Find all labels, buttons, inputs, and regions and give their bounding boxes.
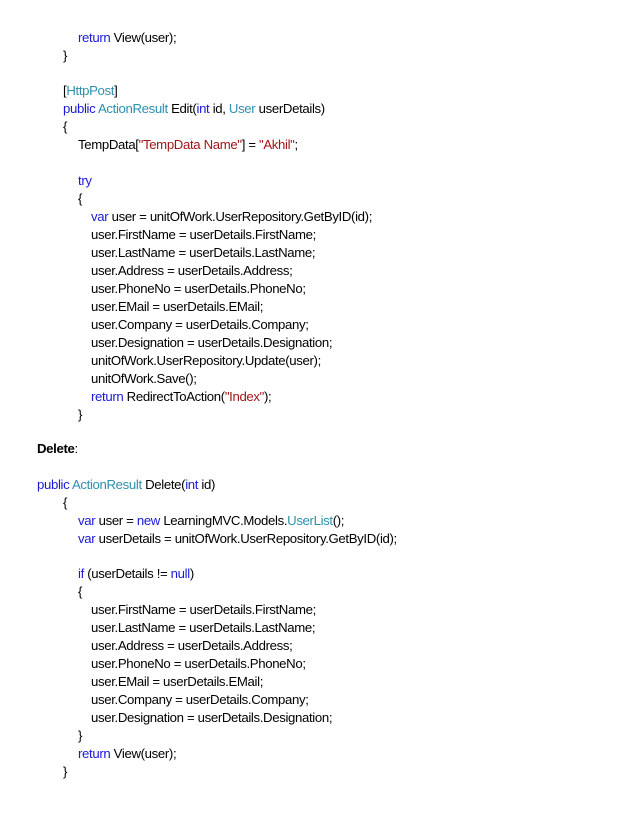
code-token: userDetails = unitOfWork.UserRepository.GetByID(id); <box>95 531 397 546</box>
code-token: public <box>63 101 96 116</box>
code-token: User <box>228 101 256 116</box>
code-token: HttpPost <box>66 83 115 98</box>
code-token: ; <box>294 137 298 152</box>
code-token: TempData[ <box>78 137 139 152</box>
code-token: int <box>185 477 199 492</box>
code-line <box>78 530 397 548</box>
code-line <box>63 763 67 781</box>
code-line <box>37 476 215 494</box>
code-line <box>91 691 309 709</box>
code-line <box>91 709 332 727</box>
code-token: try <box>78 173 92 188</box>
code-token: user.Designation = userDetails.Designation; <box>91 335 333 350</box>
code-token: Delete <box>37 441 75 456</box>
code-token: user = <box>95 513 137 528</box>
code-token: LearningMVC.Models. <box>160 513 288 528</box>
code-token: } <box>78 728 83 743</box>
code-line <box>78 29 176 47</box>
code-token: id, <box>209 101 229 116</box>
code-token: : <box>74 441 78 456</box>
code-token: Delete( <box>141 477 186 492</box>
code-token: var <box>78 513 96 528</box>
code-token: ); <box>264 389 272 404</box>
code-token: unitOfWork.UserRepository.Update(user); <box>91 353 321 368</box>
code-line <box>78 745 176 763</box>
code-token: Edit( <box>167 101 197 116</box>
code-line <box>91 637 292 655</box>
code-token: user.LastName = userDetails.LastName; <box>91 245 316 260</box>
code-token: user.FirstName = userDetails.FirstName; <box>91 602 316 617</box>
code-line <box>91 208 372 226</box>
code-token: View(user); <box>110 30 177 45</box>
code-token: ] = <box>241 137 259 152</box>
code-line <box>78 136 298 154</box>
code-line <box>78 727 82 745</box>
code-token: UserList <box>287 513 333 528</box>
code-line <box>63 82 117 100</box>
code-line <box>91 601 316 619</box>
code-line <box>91 262 292 280</box>
code-token: { <box>78 584 83 599</box>
code-line <box>91 352 321 370</box>
code-token: userDetails) <box>255 101 325 116</box>
code-line <box>91 388 271 406</box>
code-token: null <box>170 566 190 581</box>
code-token: user.EMail = userDetails.EMail; <box>91 299 264 314</box>
code-token: unitOfWork.Save(); <box>91 371 197 386</box>
code-token: RedirectToAction( <box>123 389 225 404</box>
code-token: id) <box>198 477 215 492</box>
code-token: } <box>63 48 68 63</box>
code-token: user.Company = userDetails.Company; <box>91 692 309 707</box>
code-line <box>91 655 306 673</box>
code-token: user.LastName = userDetails.LastName; <box>91 620 316 635</box>
code-token: var <box>78 531 96 546</box>
code-token: return <box>78 746 111 761</box>
code-line <box>91 244 315 262</box>
code-token: user.FirstName = userDetails.FirstName; <box>91 227 316 242</box>
code-line <box>91 370 197 388</box>
code-token: return <box>78 30 111 45</box>
code-token: ActionResult <box>97 101 168 116</box>
code-line <box>91 226 316 244</box>
code-line <box>78 190 82 208</box>
code-token: } <box>63 764 68 779</box>
code-line <box>91 316 309 334</box>
code-token: (); <box>332 513 345 528</box>
code-token: user.Address = userDetails.Address; <box>91 638 293 653</box>
code-token: "Index" <box>224 389 264 404</box>
code-token: ActionResult <box>71 477 142 492</box>
code-token: user.Designation = userDetails.Designation; <box>91 710 333 725</box>
code-token: "Akhil" <box>258 137 295 152</box>
code-token: { <box>63 495 68 510</box>
code-token: View(user); <box>110 746 177 761</box>
code-token: (userDetails != <box>83 566 171 581</box>
code-token: var <box>91 209 109 224</box>
code-token: user.PhoneNo = userDetails.PhoneNo; <box>91 656 306 671</box>
code-token: new <box>136 513 160 528</box>
code-token: { <box>78 191 83 206</box>
code-token: } <box>78 407 83 422</box>
code-token: "TempData Name" <box>138 137 242 152</box>
code-line <box>91 334 332 352</box>
code-line <box>78 406 82 424</box>
code-line <box>63 118 67 136</box>
code-line <box>78 565 194 583</box>
code-line <box>91 619 315 637</box>
code-token: ) <box>189 566 194 581</box>
code-token: user.PhoneNo = userDetails.PhoneNo; <box>91 281 306 296</box>
code-line <box>78 512 344 530</box>
code-line <box>63 100 325 118</box>
code-line <box>91 280 306 298</box>
code-token: ] <box>114 83 118 98</box>
code-token: user.Company = userDetails.Company; <box>91 317 309 332</box>
code-token: int <box>196 101 210 116</box>
code-token: [ <box>63 83 67 98</box>
code-token: return <box>91 389 124 404</box>
code-line <box>78 172 92 190</box>
code-line <box>63 47 67 65</box>
code-token: public <box>37 477 70 492</box>
code-token: user = unitOfWork.UserRepository.GetByID(id); <box>108 209 373 224</box>
code-token: { <box>63 119 68 134</box>
code-token: user.EMail = userDetails.EMail; <box>91 674 264 689</box>
code-line <box>91 298 263 316</box>
code-token: if <box>78 566 84 581</box>
code-line <box>78 583 82 601</box>
code-line <box>37 440 78 458</box>
code-line <box>91 673 263 691</box>
code-token: user.Address = userDetails.Address; <box>91 263 293 278</box>
code-line <box>63 494 67 512</box>
